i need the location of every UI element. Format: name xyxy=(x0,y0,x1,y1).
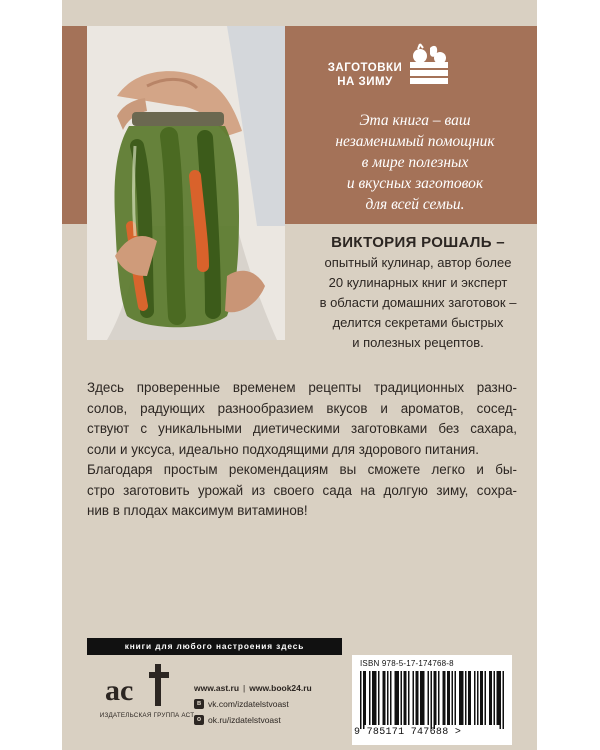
author-bio-line: и полезных рецептов. xyxy=(352,335,484,350)
back-cover xyxy=(62,0,537,750)
barcode-bar xyxy=(474,671,476,725)
barcode-bar xyxy=(398,671,400,725)
tagline-strip: книги для любого настроения здесь xyxy=(87,638,342,655)
barcode-bar xyxy=(477,671,479,725)
barcode-bar xyxy=(431,671,433,729)
description-line: Здесь проверенные временем рецепты традиционных разно- xyxy=(87,380,517,395)
blurb-line: Эта книга – ваш xyxy=(359,112,471,129)
description-line: стро заготовить урожай из своего сада на долгую зиму, сохра- xyxy=(87,482,517,498)
series-title-line1: ЗАГОТОВКИ xyxy=(327,62,403,74)
series-title-line2: НА ЗИМУ xyxy=(337,76,393,88)
barcode-bar xyxy=(408,671,410,725)
author-bio-line: опытный кулинар, автор более xyxy=(324,255,512,270)
barcode-bar xyxy=(447,671,449,725)
barcode-bar xyxy=(444,671,446,725)
barcode-bar xyxy=(413,671,415,725)
barcode-bar xyxy=(420,671,422,725)
barcode-bar xyxy=(401,671,403,725)
barcode-bar xyxy=(491,671,493,725)
pickle-jar-photo xyxy=(87,26,285,340)
blurb-line: в мире полезных xyxy=(361,154,469,171)
barcode-bar xyxy=(405,671,407,725)
barcode-bar xyxy=(428,671,430,725)
barcode-bar xyxy=(438,671,440,725)
barcode-bar xyxy=(404,671,406,725)
barcode-bar xyxy=(383,671,385,725)
barcode-bar xyxy=(390,671,392,725)
ast-logo xyxy=(97,660,177,710)
vk-icon: в xyxy=(194,699,204,709)
barcode-bar xyxy=(480,671,482,725)
vegetable-crate-icon xyxy=(404,40,452,88)
barcode-bar xyxy=(455,671,457,725)
barcode-bar xyxy=(434,671,436,729)
ean-number: 9 785171 747688 > xyxy=(354,727,462,738)
author-bio-line: 20 кулинарных книг и эксперт xyxy=(328,275,508,290)
series-title xyxy=(315,61,415,89)
barcode-panel xyxy=(352,655,512,745)
barcode-bar xyxy=(468,671,470,725)
barcode-bar xyxy=(462,671,464,725)
barcode xyxy=(360,671,504,729)
description-line: соли и уксуса, идеально подходящими для здорового питания. xyxy=(87,441,479,457)
description-line: Благодаря простым рекомендациям вы сможете легко и бы- xyxy=(87,462,517,477)
barcode-bar xyxy=(417,671,419,725)
barcode-bar xyxy=(369,671,371,725)
author-bio-line: в области домашних заготовок – xyxy=(319,295,517,310)
barcode-bar xyxy=(482,671,484,725)
barcode-bar xyxy=(416,671,418,725)
author-name: ВИКТОРИЯ РОШАЛЬ – xyxy=(331,234,505,251)
vk-link[interactable]: vk.com/izdatelstvoast xyxy=(208,699,289,709)
barcode-bar xyxy=(395,671,397,725)
promo-blurb xyxy=(310,110,520,215)
barcode-bar xyxy=(459,671,461,725)
barcode-bar xyxy=(387,671,389,725)
barcode-bar xyxy=(363,671,365,729)
barcode-bar xyxy=(485,671,487,725)
isbn-label: ISBN 978-5-17-174768-8 xyxy=(360,659,454,668)
barcode-bar xyxy=(396,671,398,725)
barcode-bar xyxy=(375,671,377,725)
description-line: нив в плодах максимум витаминов! xyxy=(87,503,308,519)
description-line: солов, радующих разнообразием вкусов и ароматов, сосед- xyxy=(87,400,517,416)
barcode-bar xyxy=(443,671,445,725)
barcode-bar xyxy=(449,671,451,725)
author-bio-line: делится секретами быстрых xyxy=(332,315,504,330)
barcode-bar xyxy=(470,671,472,725)
barcode-bar xyxy=(498,671,500,725)
barcode-bar xyxy=(372,671,374,725)
barcode-bar xyxy=(497,671,499,725)
website-link[interactable]: www.book24.ru xyxy=(249,683,312,693)
publisher-name: ИЗДАТЕЛЬСКАЯ ГРУППА АСТ xyxy=(99,712,195,719)
barcode-bar xyxy=(489,671,491,725)
barcode-bar xyxy=(465,671,467,725)
website-link[interactable]: www.ast.ru xyxy=(194,683,240,693)
description-line: ствуют с уникальными диетическими заготовками без сахара, xyxy=(87,421,517,437)
barcode-bar xyxy=(374,671,376,725)
barcode-bar xyxy=(500,671,502,729)
ok-link[interactable]: ok.ru/izdatelstvoast xyxy=(208,715,281,725)
barcode-bar xyxy=(435,671,437,725)
barcode-bar xyxy=(384,671,386,725)
barcode-bar xyxy=(452,671,454,725)
barcode-bar xyxy=(503,671,505,729)
vk-row xyxy=(194,697,312,711)
description-paragraph-1 xyxy=(87,378,517,460)
blurb-line: незаменимый помощник xyxy=(335,133,495,150)
barcode-bar xyxy=(422,671,424,725)
author-bio xyxy=(308,253,528,353)
svg-text:ас: ас xyxy=(105,674,134,707)
blurb-line: для всей семьи. xyxy=(365,196,465,213)
barcode-bar xyxy=(378,671,380,725)
barcode-bar xyxy=(423,671,425,725)
barcode-bar xyxy=(365,671,367,725)
barcode-bar xyxy=(461,671,463,725)
publisher-links xyxy=(194,681,312,729)
barcode-bar xyxy=(494,671,496,725)
ok-row xyxy=(194,713,312,727)
barcode-bar xyxy=(360,671,362,729)
link-divider: | xyxy=(243,683,246,693)
description-paragraph-2 xyxy=(87,460,517,522)
blurb-line: и вкусных заготовок xyxy=(346,175,484,192)
ok-icon: о xyxy=(194,715,204,725)
websites-row xyxy=(194,681,312,695)
